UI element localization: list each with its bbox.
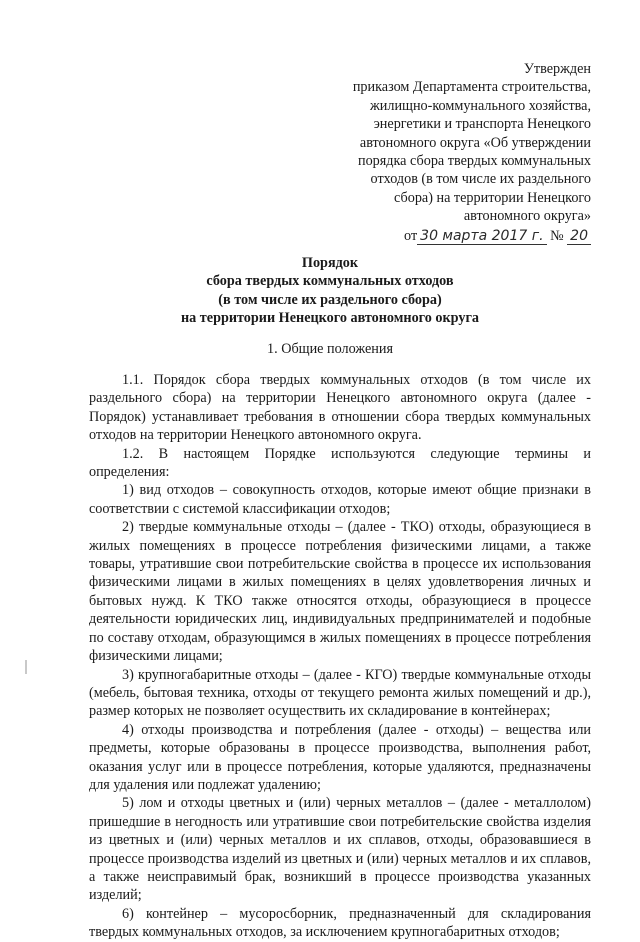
date-prefix: от	[404, 227, 418, 244]
approval-line: приказом Департамента строительства,	[352, 79, 591, 96]
approval-line: Утвержден	[523, 61, 591, 77]
paragraph: 5) лом и отходы цветных и (или) черных металлов – (далее - металлолом) пришедшие в негодность или утратившие свои потребительские свойства изделия из цветных и (или) черных металлов и их сплавов, отходы, образовавшиеся в процессе производства изделий из цветных и (или) черных металлов и их сплавов, а также неисправимый брак, возникший в процессе производства указанных изделий;	[89, 795, 591, 904]
approval-line: автономного округа»	[463, 208, 591, 225]
number-sign: №	[550, 227, 564, 244]
document-title	[60, 254, 600, 328]
approval-line: отходов (в том числе их раздельного	[370, 171, 591, 188]
paragraph: 2) твердые коммунальные отходы – (далее - ТКО) отходы, образующиеся в жилых помещениях в процессе потребления физическими лицами, а также товары, утратившие свои потребительские свойства в процессе их использования физическими лицами в жилых помещениях в целях удовлетворения личных и бытовых нужд. К ТКО также относятся отходы, образующиеся в процессе деятельности юридических лиц, индивидуальных предпринимателей и подобные по составу отходам, образующимся в жилых помещениях в процессе потребления физическими лицами;	[89, 519, 591, 665]
title-line: Порядок	[301, 255, 359, 271]
paragraph: 1.2. В настоящем Порядке используются следующие термины и определения:	[89, 445, 591, 481]
paragraph: 3) крупногабаритные отходы – (далее - КГО) твердые коммунальные отходы (мебель, бытовая техника, отходы от текущего ремонта жилых помещений и др.), размер которых не позволяет осуществить их складирование в контейнерах;	[89, 666, 591, 720]
approval-line: порядка сбора твердых коммунальных	[357, 153, 591, 170]
approval-line: автономного округа «Об утверждении	[359, 134, 591, 151]
document-body	[89, 371, 591, 942]
approval-block	[330, 60, 591, 245]
paragraph: 4) отходы производства и потребления (далее - отходы) – вещества или предметы, которые образованы в процессе производства, выполнения работ, оказания услуг или в процессе потребления, которые удаляются, предназначены для удаления или подлежат удалению;	[89, 721, 591, 793]
approval-line: сбора) на территории Ненецкого	[394, 189, 591, 206]
handwritten-date: 30 марта 2017 г.	[417, 228, 546, 245]
handwritten-number: 20	[567, 228, 591, 245]
approval-date-line	[330, 227, 591, 245]
title-line: на территории Ненецкого автономного округа	[180, 310, 480, 327]
title-line: (в том числе их раздельного сбора)	[218, 291, 442, 308]
approval-line: жилищно-коммунального хозяйства,	[369, 97, 591, 114]
paragraph: 1) вид отходов – совокупность отходов, которые имеют общие признаки в соответствии с системой классификации отходов;	[89, 482, 591, 517]
paragraph: 1.1. Порядок сбора твердых коммунальных отходов (в том числе их раздельного сбора) на территории Ненецкого автономного округа (далее - Порядок) устанавливает требования в отношении сбора твердых коммунальных отходов на территории Ненецкого автономного округа.	[89, 372, 591, 444]
approval-line: энергетики и транспорта Ненецкого	[373, 116, 591, 133]
scan-margin-mark	[25, 660, 27, 674]
paragraph: 6) контейнер – мусоросборник, предназначенный для складирования твердых коммунальных отходов, за исключением крупногабаритных отходов;	[89, 905, 591, 941]
title-line: сбора твердых коммунальных отходов	[206, 273, 454, 290]
section-heading: 1. Общие положения	[267, 341, 393, 357]
